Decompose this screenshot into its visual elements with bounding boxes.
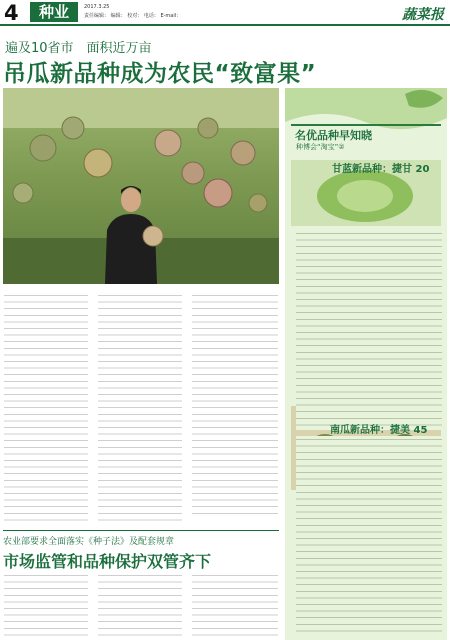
lead-headline: 吊瓜新品种成为农民“致富果”	[3, 61, 317, 87]
lead-body-col3-lines	[192, 292, 278, 514]
lead-photo	[3, 88, 279, 284]
right-feature-subtitle: 种博会“淘宝”②	[296, 143, 345, 151]
section-label: 种业	[30, 2, 78, 22]
pumpkin-body-lines	[296, 436, 442, 634]
page-number: 4	[4, 1, 19, 25]
phone-label: 电话：	[143, 13, 159, 19]
chief-editor-label: 编辑：	[110, 13, 126, 19]
farmer-figure	[105, 186, 163, 284]
section-divider	[3, 530, 279, 531]
right-feature-title: 名优品种早知晓	[295, 129, 372, 142]
lead-kicker: 遍及10省市 面积近万亩	[5, 41, 152, 56]
bottom-body-col2-lines	[98, 572, 182, 638]
header-info-line2	[84, 12, 181, 19]
editor-label: 责任编辑：	[84, 13, 110, 19]
trellis-photo-svg	[3, 88, 279, 284]
lead-body-col2-lines	[98, 292, 182, 526]
bottom-kicker: 农业部要求全面落实《种子法》及配套规章	[3, 537, 175, 547]
email-label: E-mail：	[160, 13, 182, 19]
cabbage-body-lines	[296, 230, 442, 430]
bottom-headline: 市场监管和品种保护双管齐下	[3, 552, 212, 571]
cabbage-caption: 甘蓝新品种：捷甘 20	[332, 164, 430, 175]
header-info-line1	[84, 4, 109, 10]
issue-date: 2017.3.25	[84, 4, 110, 10]
pumpkin-caption: 南瓜新品种：捷美 45	[330, 425, 428, 436]
bottom-body-col3-lines	[192, 572, 278, 638]
proofreader-label: 校对：	[127, 13, 143, 19]
lead-body-col1-lines	[4, 292, 88, 526]
newspaper-logo: 蔬菜报	[402, 7, 444, 23]
bottom-body-col1-lines	[4, 572, 88, 638]
